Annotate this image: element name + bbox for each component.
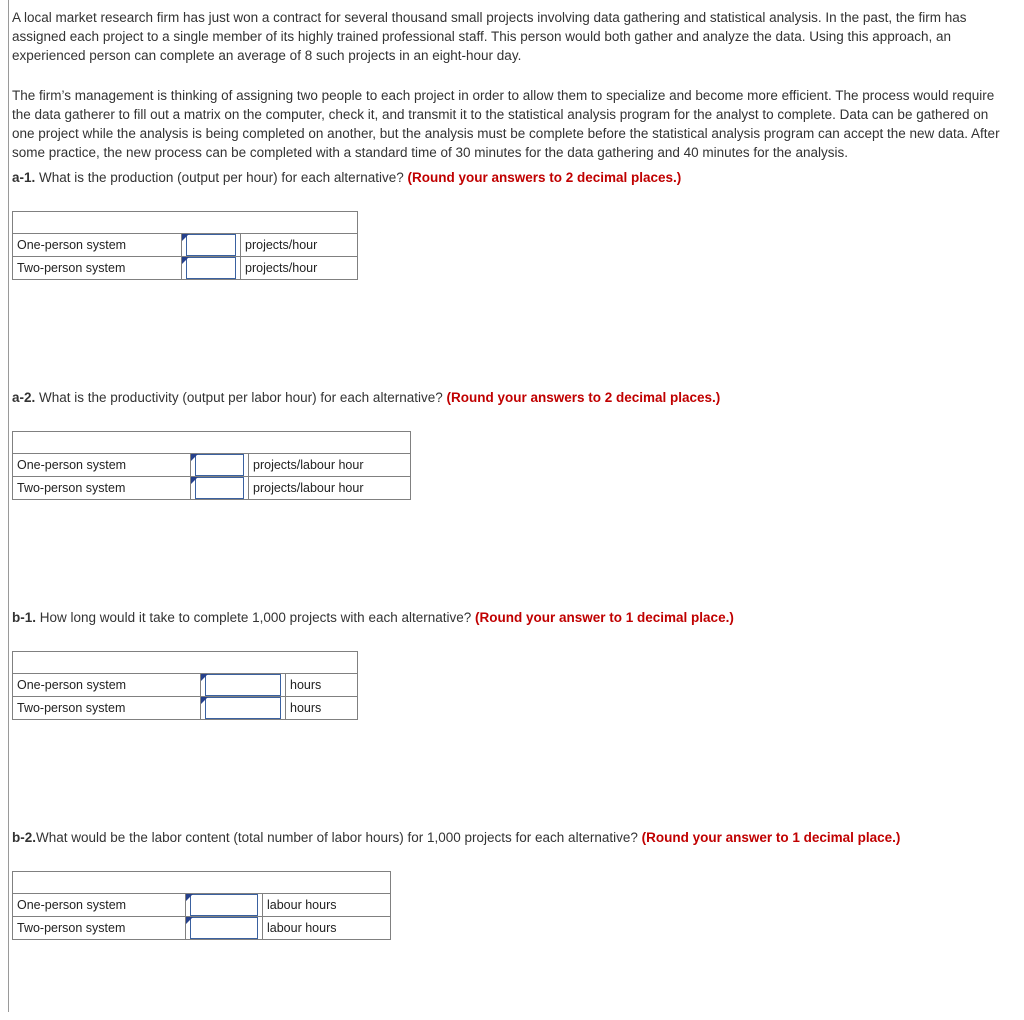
row-unit: projects/hour — [241, 257, 358, 280]
table-row — [13, 917, 391, 940]
answer-table-a1 — [12, 211, 358, 280]
table-row — [13, 894, 391, 917]
question-b2-text — [12, 828, 1012, 847]
question-a1-text — [12, 168, 1012, 187]
answer-input-b2-two-person[interactable] — [190, 917, 258, 939]
answer-input-a2-one-person[interactable] — [195, 454, 244, 476]
question-b1-prefix: b-1. — [12, 610, 37, 625]
answer-table-b1 — [12, 651, 358, 720]
question-b2-prefix: b-2. — [12, 830, 37, 845]
answer-cell — [186, 917, 263, 940]
table-header-row — [13, 212, 358, 234]
row-unit: projects/labour hour — [249, 477, 411, 500]
question-b1-text — [12, 608, 1012, 627]
question-b2-note: (Round your answer to 1 decimal place.) — [641, 830, 901, 845]
row-unit: projects/hour — [241, 234, 358, 257]
answer-cell — [191, 454, 249, 477]
question-b1-note: (Round your answer to 1 decimal place.) — [475, 610, 734, 625]
row-label: Two-person system — [13, 917, 186, 940]
table-header-cell — [13, 432, 411, 454]
row-unit: hours — [286, 697, 358, 720]
table-row — [13, 674, 358, 697]
question-b2-section — [12, 828, 1010, 940]
question-a2-text — [12, 388, 1012, 407]
answer-input-b1-one-person[interactable] — [205, 674, 281, 696]
answer-cell — [191, 477, 249, 500]
table-row — [13, 454, 411, 477]
table-header-row — [13, 652, 358, 674]
answer-cell — [182, 257, 241, 280]
table-row — [13, 257, 358, 280]
question-page — [8, 0, 1016, 1012]
question-a1-body: What is the production (output per hour) for each alternative? — [35, 170, 408, 185]
row-label: One-person system — [13, 894, 186, 917]
table-row — [13, 234, 358, 257]
question-b1-section — [12, 608, 1010, 720]
question-a1-section — [12, 168, 1010, 280]
table-header-cell — [13, 652, 358, 674]
question-a2-body: What is the productivity (output per labor hour) for each alternative? — [35, 390, 447, 405]
answer-cell — [201, 674, 286, 697]
question-b1-body: How long would it take to complete 1,000 projects with each alternative? — [36, 610, 476, 625]
intro-paragraph-2: The firm’s management is thinking of assigning two people to each project in order to allow them to specialize and become more efficient. The process would require the data gatherer to fill out a matrix on the computer, check it, and transmit it to the statistical analysis program for the analyst to complete. Data can be gathered on one project while the analysis is being completed on another, but the analysis must be complete before the statistical analysis program can accept the new data. After some practice, the new process can be completed with a standard time of 30 minutes for the data gathering and 40 minutes for the analysis. — [12, 88, 1000, 160]
table-header-row — [13, 872, 391, 894]
question-a2-prefix: a-2. — [12, 390, 36, 405]
question-a1-note: (Round your answers to 2 decimal places.) — [407, 170, 682, 185]
row-label: Two-person system — [13, 477, 191, 500]
answer-cell — [186, 894, 263, 917]
answer-input-a1-one-person[interactable] — [186, 234, 236, 256]
table-row — [13, 697, 358, 720]
answer-table-b2 — [12, 871, 391, 940]
answer-input-a1-two-person[interactable] — [186, 257, 236, 279]
intro-paragraph-1: A local market research firm has just won a contract for several thousand small projects involving data gathering and statistical analysis. In the past, the firm has assigned each project to a single member of its highly trained professional staff. This person would both gather and analyze the data. Using this approach, an experienced person can complete an average of 8 such projects in an eight-hour day. — [12, 10, 967, 63]
answer-input-b1-two-person[interactable] — [205, 697, 281, 719]
row-unit: labour hours — [263, 894, 391, 917]
row-unit: labour hours — [263, 917, 391, 940]
row-label: One-person system — [13, 234, 182, 257]
answer-input-a2-two-person[interactable] — [195, 477, 244, 499]
row-label: One-person system — [13, 454, 191, 477]
answer-input-b2-one-person[interactable] — [190, 894, 258, 916]
question-b2-body: What would be the labor content (total number of labor hours) for 1,000 projects for each alternative? — [36, 830, 642, 845]
table-header-cell — [13, 872, 391, 894]
row-unit: hours — [286, 674, 358, 697]
row-label: One-person system — [13, 674, 201, 697]
answer-cell — [201, 697, 286, 720]
table-header-row — [13, 432, 411, 454]
question-a2-section — [12, 388, 1010, 500]
table-row — [13, 477, 411, 500]
answer-cell — [182, 234, 241, 257]
question-a2-note: (Round your answers to 2 decimal places.) — [446, 390, 721, 405]
row-unit: projects/labour hour — [249, 454, 411, 477]
question-a1-prefix: a-1. — [12, 170, 36, 185]
row-label: Two-person system — [13, 697, 201, 720]
table-header-cell — [13, 212, 358, 234]
answer-table-a2 — [12, 431, 411, 500]
row-label: Two-person system — [13, 257, 182, 280]
